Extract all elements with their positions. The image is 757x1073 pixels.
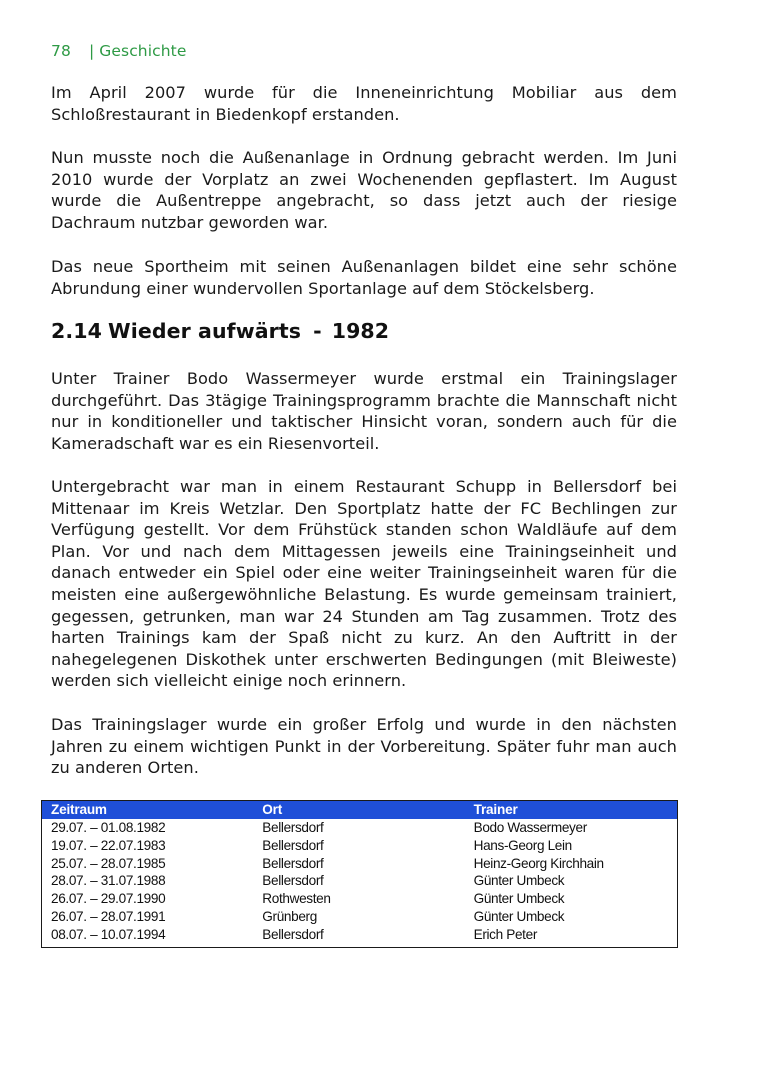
cell-zeitraum: 26.07. – 29.07.1990 xyxy=(51,891,166,907)
cell-ort: Rothwesten xyxy=(262,891,331,907)
paragraph-intro-2: Nun musste noch die Außenanlage in Ordnung gebracht werden. Im Juni 2010 wurde der Vorplatz an zwei Wochenenden gepflastert. Im August wurde die Außentreppe angebracht, so dass jetzt auch der riesige Dachraum nutzbar geworden war. xyxy=(51,148,677,232)
paragraph-section-2: Untergebracht war man in einem Restaurant Schupp in Bellersdorf bei Mittenaar im Kreis Wetzlar. Den Sportplatz hatte der FC Bechlingen zur Verfügung gestellt. Vor dem Frühstück standen schon Waldläufe auf dem Plan. Vor und nach dem Mittagessen jeweils eine Trainingseinheit und danach entweder ein Spiel oder eine weiter Trainingseinheit waren für die meisten eine außergewöhnliche Belastung. Es wurde gemeinsam trainiert, gegessen, getrunken, man war 24 Stunden am Tag zusammen. Trotz des harten Trainings kam der Spaß nicht zu kurz. An den Auftritt in der nahegelegenen Diskothek unter erschwerten Bedingungen (mit Bleiweste) werden sich vielleicht einige noch erinnern. xyxy=(51,477,677,691)
cell-trainer: Erich Peter xyxy=(473,926,537,942)
cell-trainer: Hans-Georg Lein xyxy=(473,837,572,853)
column-header-ort: Ort xyxy=(253,801,464,819)
cell-trainer: Günter Umbeck xyxy=(473,873,565,889)
cell-ort: Bellersdorf xyxy=(262,837,324,853)
section-year: 1982 xyxy=(331,319,390,343)
cell-zeitraum: 25.07. – 28.07.1985 xyxy=(51,855,166,871)
paragraph-intro-3: Das neue Sportheim mit seinen Außenanlagen bildet eine sehr schöne Abrundung einer wundervollen Sportanlage auf dem Stöckelsberg. xyxy=(51,257,677,298)
cell-trainer: Günter Umbeck xyxy=(473,908,565,924)
cell-zeitraum: 08.07. – 10.07.1994 xyxy=(51,926,166,942)
paragraph-intro-1: Im April 2007 wurde für die Inneneinrichtung Mobiliar aus dem Schloßrestaurant in Biedenkopf erstanden. xyxy=(51,83,677,124)
column-header-zeitraum: Zeitraum xyxy=(42,801,253,819)
cell-zeitraum: 26.07. – 28.07.1991 xyxy=(51,908,166,924)
table-header-row xyxy=(42,801,677,819)
page-header xyxy=(51,42,187,60)
training-camp-table xyxy=(41,800,678,948)
section-dash: - xyxy=(313,319,322,343)
cell-trainer: Günter Umbeck xyxy=(473,891,565,907)
section-title: Wieder aufwärts xyxy=(107,319,302,343)
table-row xyxy=(42,908,677,926)
section-number: 2.14 xyxy=(51,319,102,343)
section-heading xyxy=(51,319,389,343)
paragraph-section-3: Das Trainingslager wurde ein großer Erfolg und wurde in den nächsten Jahren zu einem wichtigen Punkt in der Vorbereitung. Später fuhr man auch zu anderen Orten. xyxy=(51,715,677,778)
training-camp-table-grid xyxy=(42,801,677,947)
table-row xyxy=(42,837,677,855)
cell-trainer: Heinz-Georg Kirchhain xyxy=(473,855,604,871)
page-number: 78 xyxy=(51,42,71,60)
cell-ort: Grünberg xyxy=(262,908,317,924)
header-section-title: Geschichte xyxy=(99,42,187,60)
table-row xyxy=(42,855,677,873)
cell-zeitraum: 28.07. – 31.07.1988 xyxy=(51,873,166,889)
cell-zeitraum: 29.07. – 01.08.1982 xyxy=(51,820,166,835)
table-row xyxy=(42,819,677,837)
table-row xyxy=(42,890,677,908)
cell-trainer: Bodo Wassermeyer xyxy=(473,820,587,835)
cell-ort: Bellersdorf xyxy=(262,855,324,871)
cell-ort: Bellersdorf xyxy=(262,926,324,942)
table-row xyxy=(42,926,677,947)
cell-ort: Bellersdorf xyxy=(262,873,324,889)
header-separator: | xyxy=(88,42,95,60)
table-row xyxy=(42,872,677,890)
cell-ort: Bellersdorf xyxy=(262,820,324,835)
cell-zeitraum: 19.07. – 22.07.1983 xyxy=(51,837,166,853)
column-header-trainer: Trainer xyxy=(465,801,677,819)
paragraph-section-1: Unter Trainer Bodo Wassermeyer wurde erstmal ein Trainingslager durchgeführt. Das 3tägige Trainingsprogramm brachte die Mannschaft nicht nur in konditioneller und taktischer Hinsicht voran, sondern auch für die Kameradschaft war es ein Riesenvorteil. xyxy=(51,369,677,453)
